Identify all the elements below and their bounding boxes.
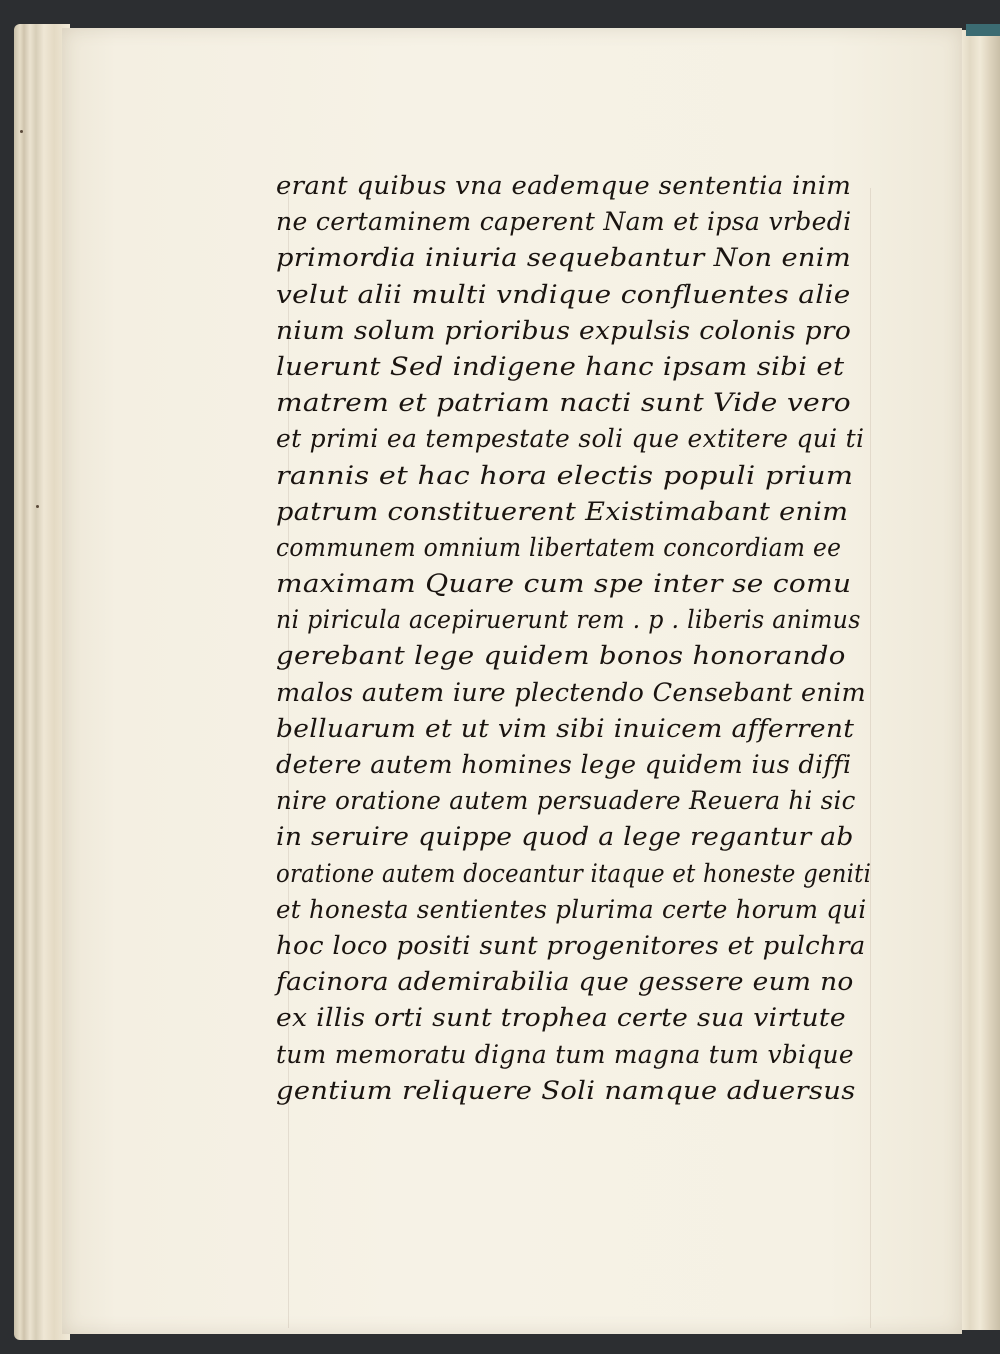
manuscript-line: et honesta sentientes plurima certe horum qui <box>276 894 867 924</box>
manuscript-line: ne certaminem caperent Nam et ipsa vrbedi <box>276 207 852 237</box>
manuscript-line: ni piricula acepiruerunt rem . p . liberis animus <box>276 605 861 635</box>
manuscript-line: malos autem iure plectendo Censebant enim <box>276 677 867 707</box>
manuscript-line: primordia iniuria sequebantur Non enim <box>276 243 852 273</box>
manuscript-line: nire oratione autem persuadere Reuera hi sic <box>276 786 856 816</box>
pricking-mark <box>36 505 39 508</box>
manuscript-line: gentium reliquere Soli namque aduersus <box>276 1075 856 1105</box>
manuscript-line: ex illis orti sunt trophea certe sua virtute <box>276 1003 846 1033</box>
manuscript-line: maximam Quare cum spe inter se comu <box>276 569 852 599</box>
manuscript-line: et primi ea tempestate soli que extitere qui ti <box>276 424 865 454</box>
pricking-mark <box>20 130 23 133</box>
manuscript-line: rannis et hac hora electis populi prium <box>276 460 854 490</box>
binding-strip <box>966 24 1000 36</box>
manuscript-line: erant quibus vna eademque sententia inim <box>276 171 852 200</box>
manuscript-line: facinora ademirabilia que gessere eum no <box>276 967 854 997</box>
manuscript-line: hoc loco positi sunt progenitores et pulchra <box>276 930 866 960</box>
manuscript-line: detere autem homines lege quidem ius diffi <box>276 750 852 779</box>
manuscript-line: nium solum prioribus expulsis colonis pro <box>276 315 852 345</box>
manuscript-line: tum memoratu digna tum magna tum vbique <box>276 1039 854 1069</box>
manuscript-line: oratione autem doceantur itaque et honeste geniti <box>276 858 872 888</box>
manuscript-line: patrum constituerent Existimabant enim <box>276 496 849 526</box>
manuscript-line: velut alii multi vndique confluentes alie <box>276 279 851 309</box>
manuscript-line: gerebant lege quidem bonos honorando <box>276 641 846 671</box>
manuscript-line: luerunt Sed indigene hanc ipsam sibi et <box>276 351 845 381</box>
manuscript-line: communem omnium libertatem concordiam ee <box>276 532 842 562</box>
manuscript-line: matrem et patriam nacti sunt Vide vero <box>276 388 851 418</box>
manuscript-text-block <box>276 168 876 1109</box>
manuscript-line: belluarum et ut vim sibi inuicem afferrent <box>276 713 855 743</box>
manuscript-line: in seruire quippe quod a lege regantur ab <box>276 822 854 852</box>
